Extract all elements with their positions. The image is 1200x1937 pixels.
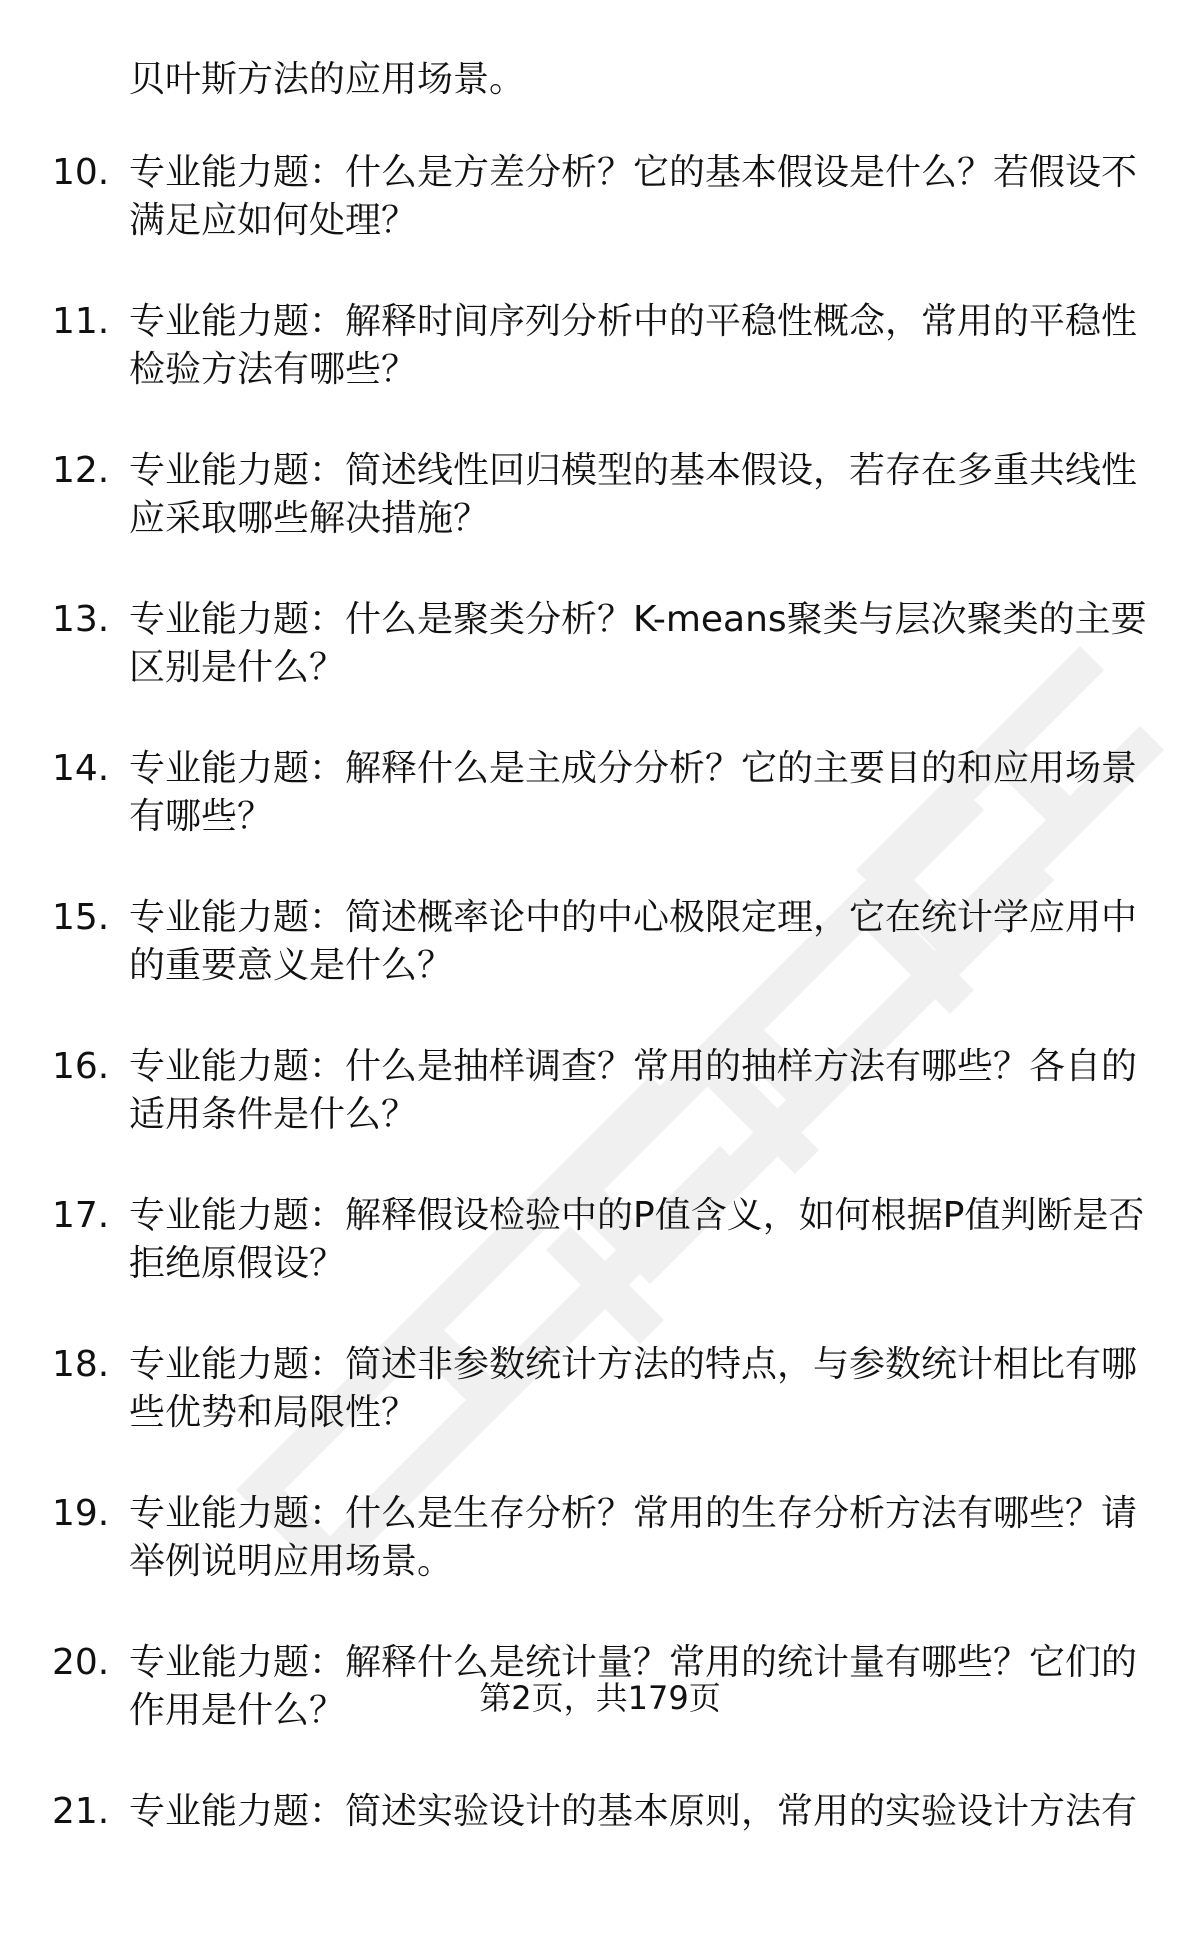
- question-list: [0, 149, 1200, 1937]
- page-footer: 第2页，共179页: [479, 1679, 721, 1717]
- question-number: 20.: [52, 1642, 110, 1683]
- question-item: [0, 1192, 1200, 1341]
- question-text-line: 专业能力题：解释什么是主成分分析？它的主要目的和应用场景: [129, 748, 1138, 789]
- question-text-line: 专业能力题：什么是抽样调查？常用的抽样方法有哪些？各自的: [129, 1046, 1138, 1087]
- question-text-line: 专业能力题：解释时间序列分析中的平稳性概念，常用的平稳性: [129, 301, 1138, 342]
- question-text-line: 专业能力题：解释什么是统计量？常用的统计量有哪些？它们的: [129, 1642, 1138, 1683]
- question-item: [0, 1788, 1200, 1937]
- question-text-line: 有哪些？: [129, 796, 274, 837]
- question-item: [0, 1341, 1200, 1490]
- question-text: [129, 596, 1149, 692]
- question-number: 19.: [52, 1493, 110, 1534]
- question-text-line: 拒绝原假设？: [129, 1243, 346, 1284]
- question-text: [129, 298, 1149, 394]
- question-item: [0, 1490, 1200, 1639]
- question-text-line: 专业能力题：简述实验设计的基本原则，常用的实验设计方法有: [129, 1791, 1138, 1832]
- question-text: [129, 1788, 1149, 1836]
- question-number: 21.: [52, 1791, 110, 1832]
- question-text-line: 专业能力题：简述非参数统计方法的特点，与参数统计相比有哪: [129, 1344, 1138, 1385]
- question-number: 13.: [52, 599, 110, 640]
- question-text-line: 专业能力题：简述概率论中的中心极限定理，它在统计学应用中: [129, 897, 1138, 938]
- question-text: [129, 447, 1149, 543]
- question-number: 16.: [52, 1046, 110, 1087]
- question-number: 18.: [52, 1344, 110, 1385]
- question-text: [129, 149, 1149, 245]
- question-number: 11.: [52, 301, 110, 342]
- question-text-line: 的重要意义是什么？: [129, 945, 454, 986]
- question-text-line: 作用是什么？: [129, 1690, 346, 1731]
- question-text-line: 专业能力题：解释假设检验中的P值含义，如何根据P值判断是否: [129, 1195, 1145, 1236]
- question-item: [0, 745, 1200, 894]
- question-item: [0, 298, 1200, 447]
- question-text-line: 适用条件是什么？: [129, 1094, 418, 1135]
- question-text: [129, 745, 1149, 841]
- question-item: [0, 149, 1200, 298]
- question-item: [0, 596, 1200, 745]
- question-number: 17.: [52, 1195, 110, 1236]
- question-item: [0, 447, 1200, 596]
- question-text-line: 些优势和局限性？: [129, 1392, 418, 1433]
- question-text: [129, 1341, 1149, 1437]
- question-text-line: 专业能力题：什么是生存分析？常用的生存分析方法有哪些？请: [129, 1493, 1138, 1534]
- question-text-line: 检验方法有哪些？: [129, 349, 418, 390]
- question-text-line: 举例说明应用场景。: [129, 1541, 454, 1582]
- question-text-line: 专业能力题：什么是方差分析？它的基本假设是什么？若假设不: [129, 152, 1138, 193]
- question-text: [129, 1043, 1149, 1139]
- question-text-line: 应采取哪些解决措施？: [129, 498, 490, 539]
- question-text: [129, 1490, 1149, 1586]
- question-number: 15.: [52, 897, 110, 938]
- question-text: [129, 1192, 1149, 1288]
- question-text-line: 专业能力题：简述线性回归模型的基本假设，若存在多重共线性: [129, 450, 1138, 491]
- question-text: [129, 894, 1149, 990]
- question-item: [0, 894, 1200, 1043]
- question-text-line: 满足应如何处理？: [129, 200, 418, 241]
- continuation-text: 贝叶斯方法的应用场景。: [129, 59, 526, 100]
- question-number: 14.: [52, 748, 110, 789]
- question-number: 12.: [52, 450, 110, 491]
- question-number: 10.: [52, 152, 110, 193]
- question-text-line: 专业能力题：什么是聚类分析？K-means聚类与层次聚类的主要: [129, 599, 1147, 640]
- question-text-line: 区别是什么？: [129, 647, 346, 688]
- question-item: [0, 1043, 1200, 1192]
